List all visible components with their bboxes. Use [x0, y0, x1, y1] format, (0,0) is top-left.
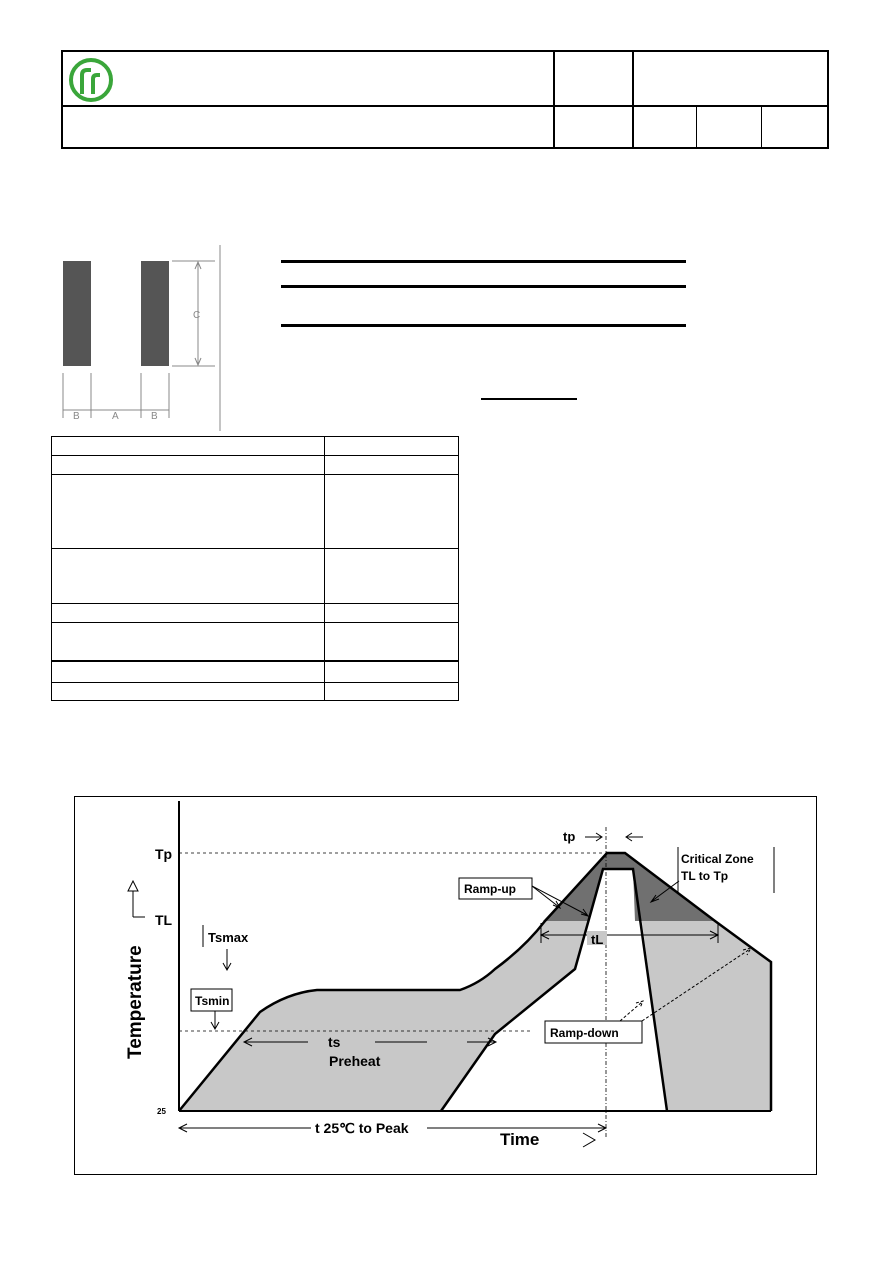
reflow-profile-svg [75, 797, 818, 1176]
tl-window-label: tL [591, 932, 604, 947]
reflow-profile-chart [74, 796, 817, 1175]
y-tick-tl: TL [155, 912, 173, 928]
table-row [52, 548, 458, 549]
t25-to-peak-label: t 25℃ to Peak [315, 1120, 409, 1136]
table-row [52, 603, 458, 604]
divider-rule [281, 260, 686, 263]
y-axis-label: Temperature [125, 945, 146, 1059]
pad-left [63, 261, 91, 366]
divider-rule [281, 324, 686, 327]
divider-rule [481, 398, 577, 400]
right-arrow-icon [583, 1133, 595, 1147]
company-logo [65, 58, 117, 102]
table-row [52, 455, 458, 456]
header-col-divider [632, 52, 634, 147]
table-row [52, 622, 458, 623]
dim-c-label: C [193, 310, 201, 321]
header-col-divider [761, 105, 762, 147]
header-col-divider [696, 105, 697, 147]
dim-b-right-label: B [151, 411, 158, 422]
tp-label: tp [563, 829, 576, 844]
header-col-divider [553, 52, 555, 147]
dim-b-left-label: B [73, 411, 80, 422]
ts-label: ts [328, 1034, 341, 1050]
divider-rule [281, 285, 686, 288]
preheat-label: Preheat [329, 1053, 381, 1069]
pad-layout-drawing [55, 243, 225, 433]
ramp-down-label: Ramp-down [550, 1026, 619, 1040]
y-tick-tp: Tp [155, 846, 173, 862]
tsmax-label: Tsmax [208, 930, 249, 945]
pad-right [141, 261, 169, 366]
x-axis-label: Time [500, 1130, 540, 1149]
spec-table [51, 436, 459, 701]
dim-a-label: A [112, 411, 119, 422]
y-tick-25: 25 [157, 1107, 166, 1116]
header-divider [63, 105, 827, 107]
table-row [52, 660, 458, 662]
ramp-up-label: Ramp-up [464, 882, 516, 896]
tsmin-label: Tsmin [195, 994, 230, 1008]
table-row [52, 682, 458, 683]
header-table [61, 50, 829, 149]
up-arrow-icon [128, 881, 138, 917]
table-row [52, 474, 458, 475]
critical-zone-range: TL to Tp [681, 869, 729, 883]
critical-zone-label: Critical Zone [681, 852, 754, 866]
